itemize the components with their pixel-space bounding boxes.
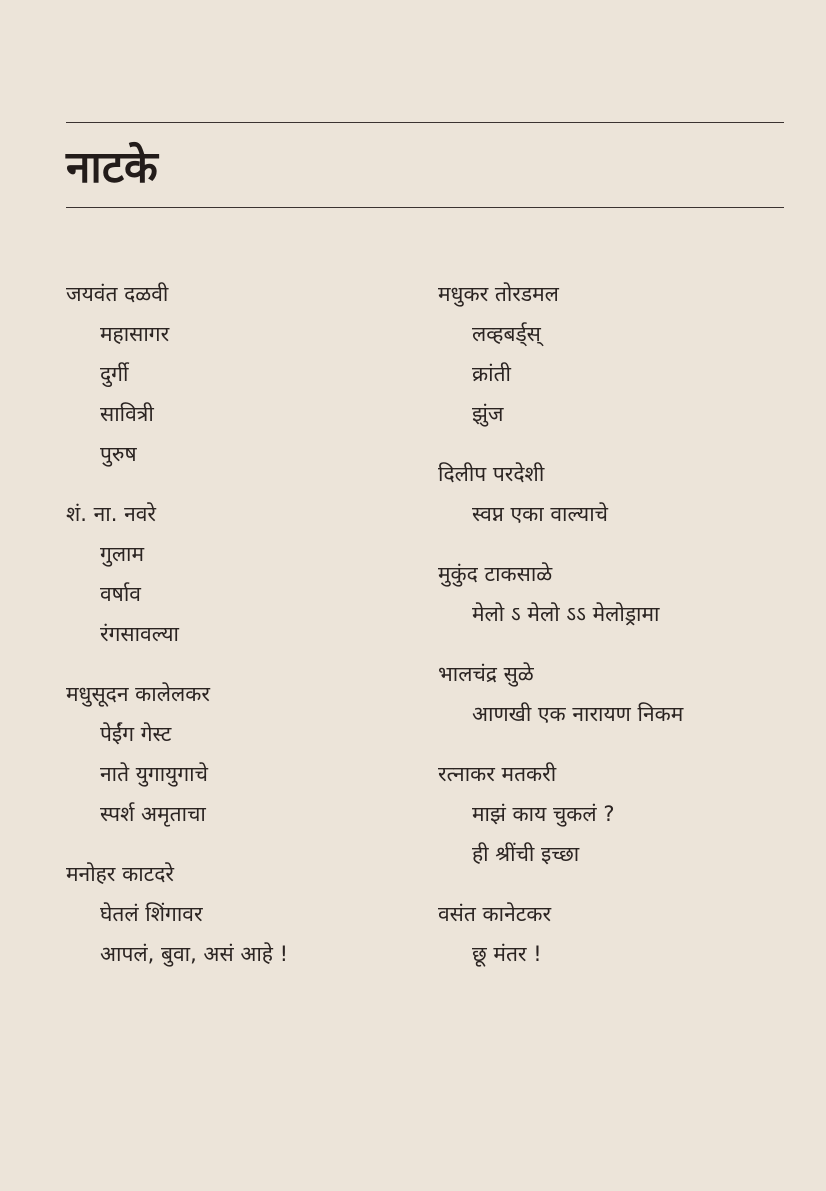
author-name: रत्नाकर मतकरी — [438, 762, 557, 786]
play-title: आणखी एक नारायण निकम — [472, 702, 684, 726]
play-title: वर्षाव — [100, 582, 141, 606]
right-column — [438, 274, 808, 994]
play-title: रंगसावल्या — [100, 622, 179, 646]
play-title: स्पर्श अमृताचा — [100, 802, 206, 826]
author-group — [438, 454, 808, 534]
author-group — [438, 554, 808, 634]
play-title: मेलो ऽ मेलो ऽऽ मेलोड्रामा — [472, 602, 660, 626]
author-name: मनोहर काटदरे — [66, 862, 174, 886]
play-title: क्रांती — [472, 362, 511, 386]
author-group — [66, 854, 406, 974]
play-title: ही श्रींची इच्छा — [472, 842, 580, 866]
author-name: मुकुंद टाकसाळे — [438, 562, 553, 586]
left-column — [66, 274, 406, 994]
play-title: महासागर — [100, 322, 170, 346]
top-rule — [66, 122, 784, 123]
author-name: मधुसूदन कालेलकर — [66, 682, 210, 706]
author-name: भालचंद्र सुळे — [438, 662, 534, 686]
author-name: शं. ना. नवरे — [66, 502, 156, 526]
author-group — [438, 894, 808, 974]
author-group — [438, 754, 808, 874]
play-title: स्वप्न एका वाल्याचे — [472, 502, 608, 526]
play-title: पुरुष — [100, 442, 137, 466]
play-title: गुलाम — [100, 542, 145, 566]
play-title: घेतलं शिंगावर — [100, 902, 203, 926]
play-title: नाते युगायुगाचे — [100, 762, 208, 786]
page-title: नाटके — [66, 142, 158, 193]
author-group — [438, 274, 808, 434]
play-title: आपलं, बुवा, असं आहे ! — [100, 942, 289, 966]
author-group — [438, 654, 808, 734]
author-group — [66, 494, 406, 654]
play-title: पेईंग गेस्ट — [100, 722, 172, 746]
author-group — [66, 274, 406, 474]
play-title: छू मंतर ! — [472, 942, 542, 966]
play-title: माझं काय चुकलं ? — [472, 802, 615, 826]
play-title: लव्हबर्ड्स् — [472, 322, 541, 346]
author-name: दिलीप परदेशी — [438, 462, 545, 486]
author-name: जयवंत दळवी — [66, 282, 169, 306]
author-name: मधुकर तोरडमल — [438, 282, 559, 306]
play-title: झुंज — [472, 402, 504, 426]
play-title: सावित्री — [100, 402, 154, 426]
bottom-rule — [66, 207, 784, 208]
author-group — [66, 674, 406, 834]
author-name: वसंत कानेटकर — [438, 902, 552, 926]
play-title: दुर्गी — [100, 362, 129, 386]
